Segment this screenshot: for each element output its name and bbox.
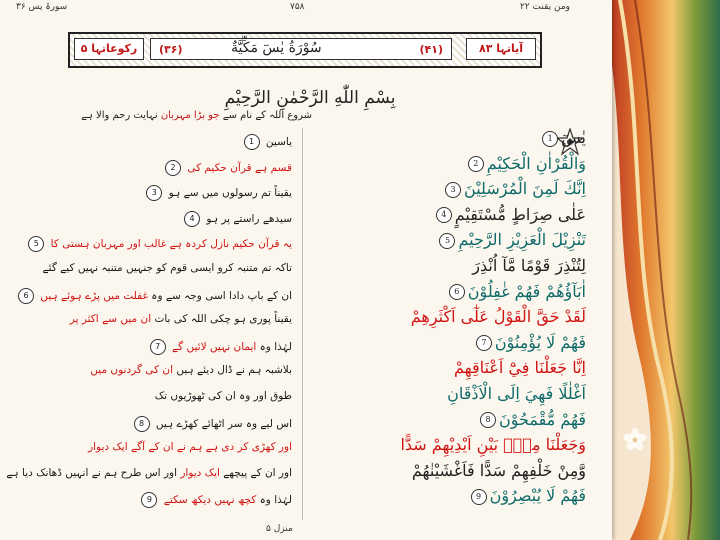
arabic-text: فَهُمْ مُّقْمَحُوْنَ — [498, 409, 586, 429]
urdu-text-pre: اور ان کے پیچھے — [219, 466, 292, 479]
urdu-translation-line — [12, 262, 292, 274]
urdu-translation-line — [12, 364, 292, 376]
urdu-text-red: اور کھڑی کر دی ہے ہم نے ان کے آگے ایک دیوار — [88, 441, 292, 454]
urdu-translation-line — [12, 339, 292, 355]
verse-number-marker: 7 — [476, 335, 492, 351]
urdu-text-red: ایک دیوار — [177, 466, 220, 479]
verse-number-marker: 6 — [18, 288, 34, 304]
arabic-text: عَلٰى صِرَاطٍ مُّسْتَقِيْمٍ — [454, 204, 586, 224]
intro-pre: شروع اللہ کے نام سے — [222, 110, 312, 121]
surah-title: سُوْرَةُ يٰسٓ مَكِّيَّةٌ — [231, 40, 322, 56]
arabic-verse-line — [300, 410, 586, 429]
intro-post: نہایت رحم والا ہے — [81, 110, 158, 121]
arabic-text: تَنْزِيْلَ الْعَزِيْزِ الرَّحِيْمِ — [458, 230, 586, 250]
urdu-translation-line — [12, 288, 292, 304]
urdu-text-pre: بلاشبہ ہم نے ڈال دیئے ہیں — [172, 364, 292, 377]
arabic-verse-line — [300, 461, 586, 480]
arabic-text: فَهُمْ لَا يُؤْمِنُوْنَ — [494, 332, 586, 352]
ayat-count-box: آیاتہا ۸۳ — [466, 38, 536, 60]
arabic-text: لِتُنْذِرَ قَوْمًا مَّآ اُنْذِرَ — [472, 256, 586, 275]
urdu-translation-line — [12, 185, 292, 201]
verse-number-marker: 2 — [468, 156, 484, 172]
top-left-text: سورۃ یس ۳۶ — [16, 2, 68, 12]
arabic-verse-line — [300, 256, 586, 275]
urdu-text-red: غفلت میں پڑے ہوئے ہیں — [37, 289, 148, 302]
verse-number-marker: 4 — [436, 207, 452, 223]
urdu-translation-line — [12, 236, 292, 252]
verse-number-marker: 2 — [165, 160, 181, 176]
arabic-verse-line — [300, 384, 586, 403]
arabic-text: فَهُمْ لَا يُبْصِرُوْنَ — [489, 486, 586, 506]
urdu-translation-line — [6, 466, 292, 479]
urdu-translation-line — [12, 492, 292, 508]
urdu-text-pre: یقیناً پوری ہو چکی اللہ کی بات — [151, 313, 292, 326]
urdu-text-pre: تاکہ تم متنبہ کرو ایسی قوم کو جنہیں متنبہ نہیں کیے گئے — [42, 262, 292, 274]
arabic-text: لَقَدْ حَقَّ الْقَوْلُ عَلٰٓى اَكْثَرِهِمْ — [410, 307, 586, 327]
verse-number-marker: 3 — [445, 182, 461, 198]
urdu-text-red: ان کی گردنوں میں — [90, 364, 173, 377]
arabic-text: وَالْقُرْاٰنِ الْحَكِيْمِ — [486, 153, 586, 173]
urdu-translation-line — [12, 313, 292, 325]
urdu-text-pre: یقیناً تم رسولوں میں سے ہو — [165, 187, 292, 200]
urdu-text-pre: یاسین — [262, 136, 292, 148]
arabic-text: اٰبَآؤُهُمْ فَهُمْ غٰفِلُوْنَ — [467, 281, 586, 301]
arabic-verse-line — [300, 128, 586, 147]
arabic-verse-line — [300, 435, 586, 454]
urdu-translation-line — [12, 390, 292, 402]
surah-order: (۴۱) — [419, 43, 443, 56]
bismillah-translation — [22, 110, 312, 121]
urdu-text-pre: اس لیے وہ سر اٹھائے کھڑے ہیں — [152, 417, 292, 430]
urdu-text-pre: لہٰذا وہ — [256, 494, 292, 507]
arabic-verse-line — [300, 205, 586, 224]
urdu-text-pre: ان کے باپ دادا اسی وجہ سے وہ — [147, 289, 292, 302]
arabic-text: اِنَّكَ لَمِنَ الْمُرْسَلِيْنَ — [464, 179, 586, 199]
verse-number-marker: 8 — [134, 416, 150, 432]
urdu-text-red: یہ قرآن حکیم نازل کردہ ہے غالب اور مہربان ہستی کا — [47, 238, 292, 251]
surah-title-frame — [150, 38, 452, 60]
arabic-verse-line — [300, 307, 586, 326]
arabic-verse-line — [300, 333, 586, 352]
urdu-translation-line — [12, 211, 292, 227]
surah-header-band — [68, 32, 542, 68]
arabic-verse-line — [300, 154, 586, 173]
verse-number-marker: 9 — [471, 489, 487, 505]
verse-number-marker: 6 — [449, 284, 465, 300]
urdu-text-red: قسم ہے قرآن حکیم کی — [183, 161, 292, 174]
urdu-text-red: کچھ نہیں دیکھ سکتے — [160, 494, 257, 507]
urdu-text-pre: لہٰذا وہ — [256, 340, 292, 353]
urdu-translation-line — [12, 160, 292, 176]
urdu-text-pre: سیدھے راستے پر ہو — [203, 212, 292, 225]
urdu-translation-line — [12, 441, 292, 453]
verse-number-marker: 1 — [244, 134, 260, 150]
manzil-label: منزل ۵ — [266, 524, 293, 534]
intro-red: جو بڑا مہربان — [160, 110, 220, 121]
verse-number-marker: 9 — [141, 492, 157, 508]
urdu-translation-line — [12, 416, 292, 432]
urdu-text-post: اور اس طرح ہم نے انہیں ڈھانک دیا ہے — [6, 466, 177, 479]
arabic-verse-line — [300, 486, 586, 505]
urdu-text-red: ان میں سے اکثر پر — [69, 313, 152, 326]
verse-number-marker: 8 — [480, 412, 496, 428]
arabic-verse-line — [300, 179, 586, 198]
arabic-verse-line — [300, 358, 586, 377]
urdu-text-red: ایمان نہیں لائیں گے — [168, 340, 257, 353]
page-top-line — [0, 0, 612, 16]
verse-number-marker: 3 — [146, 185, 162, 201]
arabic-text: وَجَعَلْنَا مِنْۢ بَيْنِ اَيْدِيْهِمْ سَدًّا — [400, 435, 586, 455]
verse-number-marker: 7 — [150, 339, 166, 355]
ruku-count-box: رکوعاتہا ۵ — [74, 38, 144, 60]
decorative-drape — [600, 0, 720, 540]
arabic-verse-line — [300, 282, 586, 301]
arabic-text: وَّمِنْ خَلْفِهِمْ سَدًّا فَاَغْشَيْنٰهُمْ — [411, 460, 586, 480]
arabic-verse-line — [300, 230, 586, 249]
verse-number-marker: 1 — [542, 131, 558, 147]
top-right-text: ومن یقنت ۲۲ — [520, 2, 571, 12]
bismillah: بِسْمِ اللّٰهِ الرَّحْمٰنِ الرَّحِيْمِ — [224, 88, 396, 108]
arabic-text: يٰسٓ — [561, 128, 586, 147]
arabic-text: اَغْلٰلًا فَهِيَ اِلَى الْاَذْقَانِ — [447, 384, 586, 403]
verse-number-marker: 5 — [28, 236, 44, 252]
urdu-text-pre: طوق اور وہ ان کی ٹھوڑیوں تک — [154, 390, 292, 402]
urdu-translation-line — [12, 134, 292, 150]
top-page-number: ۷۵۸ — [290, 2, 305, 12]
verse-number-marker: 5 — [439, 233, 455, 249]
verse-number-marker: 4 — [184, 211, 200, 227]
arabic-text: اِنَّا جَعَلْنَا فِيْٓ اَعْنَاقِهِمْ — [454, 358, 586, 378]
surah-number: (۳۶) — [159, 43, 183, 56]
